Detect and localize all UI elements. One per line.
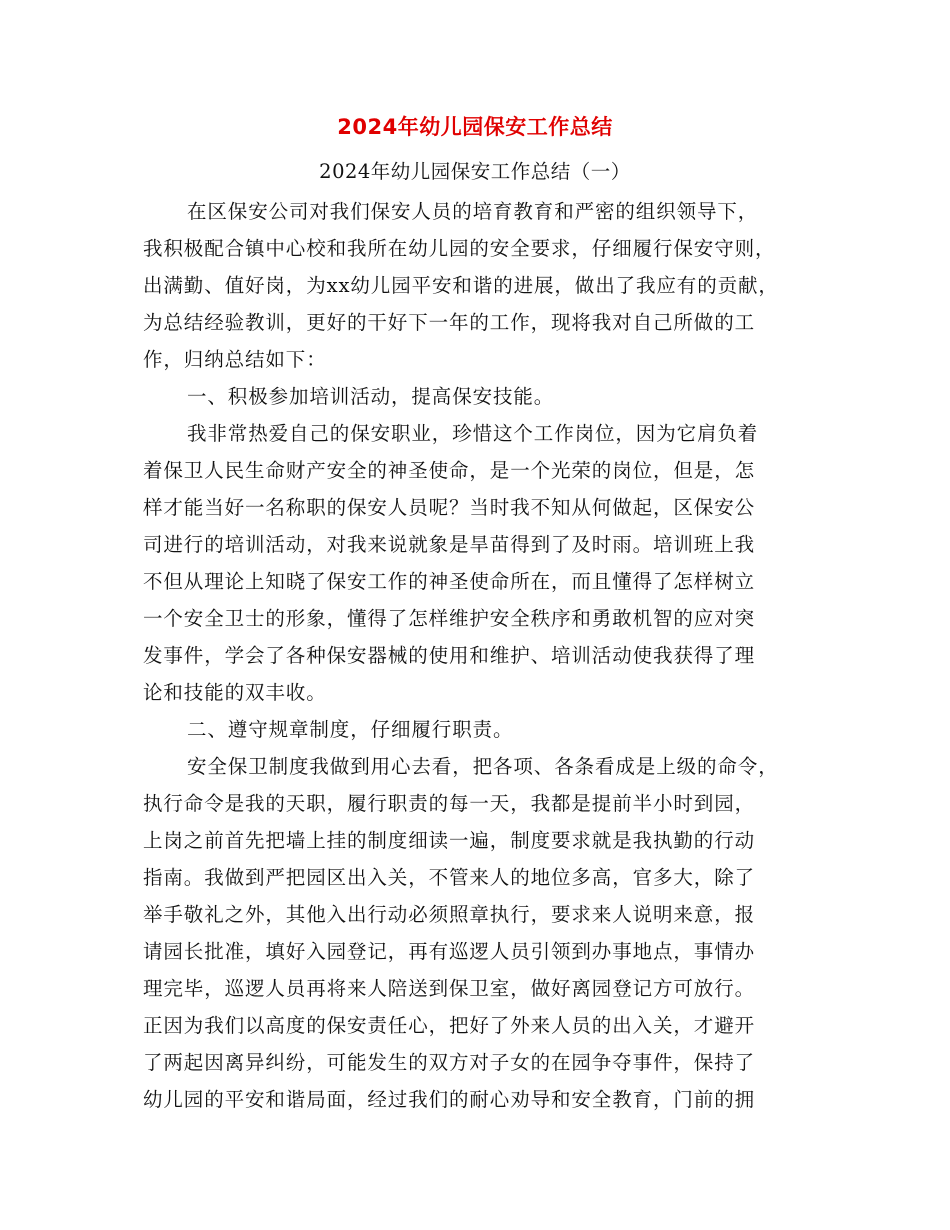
paragraph-line: 举手敬礼之外，其他入出行动必须照章执行，要求来人说明来意，报 [143, 903, 756, 926]
paragraph-line: 司进行的培训活动，对我来说就象是旱苗得到了及时雨。培训班上我 [143, 533, 756, 556]
paragraph-line: 着保卫人民生命财产安全的神圣使命，是一个光荣的岗位，但是，怎 [143, 459, 756, 482]
paragraph-line: 在区保安公司对我们保安人员的培育教育和严密的组织领导下， [187, 200, 759, 223]
paragraph-line: 为总结经验教训，更好的干好下一年的工作，现将我对自己所做的工 [143, 311, 756, 334]
paragraph-line: 论和技能的双丰收。 [143, 681, 327, 704]
section-heading: 一、积极参加培训活动，提高保安技能。 [187, 385, 555, 408]
paragraph-line: 指南。我做到严把园区出入关，不管来人的地位多高，官多大，除了 [143, 866, 756, 889]
paragraph-line: 我积极配合镇中心校和我所在幼儿园的安全要求，仔细履行保安守则， [143, 237, 776, 260]
paragraph-line: 我非常热爱自己的保安职业，珍惜这个工作岗位，因为它肩负着 [187, 422, 759, 445]
paragraph-line: 幼儿园的平安和谐局面，经过我们的耐心劝导和安全教育，门前的拥 [143, 1088, 756, 1111]
document-title: 2024年幼儿园保安工作总结 [337, 115, 613, 139]
paragraph-line: 执行命令是我的天职，履行职责的每一天，我都是提前半小时到园， [143, 792, 756, 815]
paragraph-line: 不但从理论上知晓了保安工作的神圣使命所在，而且懂得了怎样树立 [143, 570, 756, 593]
paragraph-line: 请园长批准，填好入园登记，再有巡逻人员引领到办事地点，事情办 [143, 940, 756, 963]
paragraph-line: 正因为我们以高度的保安责任心，把好了外来人员的出入关，才避开 [143, 1014, 756, 1037]
document-subtitle: 2024年幼儿园保安工作总结（一） [319, 160, 631, 183]
paragraph-line: 作，归纳总结如下： [143, 348, 327, 371]
section-heading: 二、遵守规章制度，仔细履行职责。 [187, 718, 514, 741]
paragraph-line: 一个安全卫士的形象，懂得了怎样维护安全秩序和勇敢机智的应对突 [143, 607, 756, 630]
paragraph-line: 样才能当好一名称职的保安人员呢？当时我不知从何做起，区保安公 [143, 496, 756, 519]
paragraph-line: 安全保卫制度我做到用心去看，把各项、各条看成是上级的命令， [187, 755, 779, 778]
paragraph-line: 出满勤、值好岗，为xx幼儿园平安和谐的进展，做出了我应有的贡献， [143, 274, 779, 297]
paragraph-line: 发事件，学会了各种保安器械的使用和维护、培训活动使我获得了理 [143, 644, 756, 667]
paragraph-line: 理完毕，巡逻人员再将来人陪送到保卫室，做好离园登记方可放行。 [143, 977, 756, 1000]
paragraph-line: 了两起因离异纠纷，可能发生的双方对子女的在园争夺事件，保持了 [143, 1051, 756, 1074]
paragraph-line: 上岗之前首先把墙上挂的制度细读一遍，制度要求就是我执勤的行动 [143, 829, 756, 852]
